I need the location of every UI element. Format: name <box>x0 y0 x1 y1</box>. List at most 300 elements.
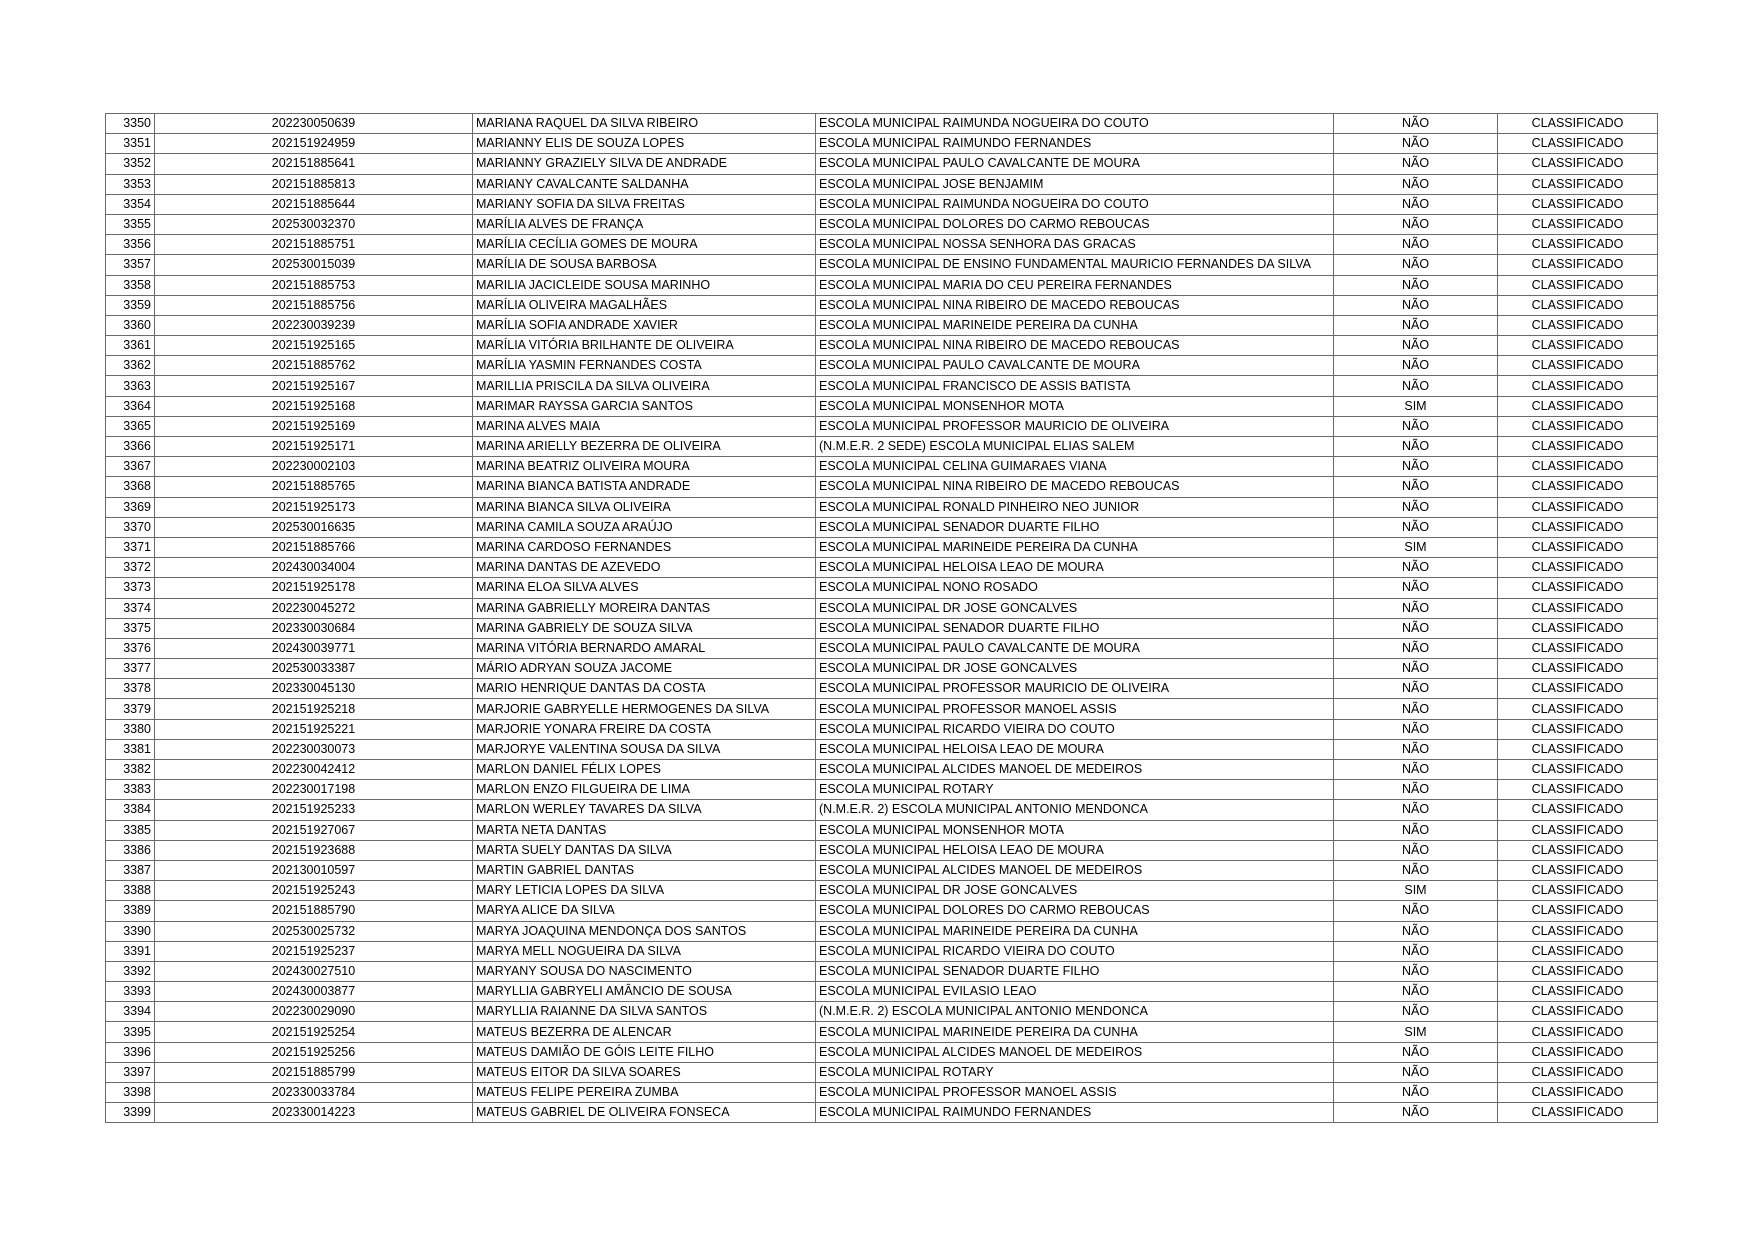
cell-order-number: 3375 <box>106 618 155 638</box>
cell-status: CLASSIFICADO <box>1498 356 1658 376</box>
cell-flag: NÃO <box>1334 982 1498 1002</box>
cell-flag: NÃO <box>1334 1042 1498 1062</box>
cell-student-name: MARILLIA PRISCILA DA SILVA OLIVEIRA <box>473 376 816 396</box>
cell-registration-code: 202151924959 <box>155 134 473 154</box>
cell-registration-code: 202330045130 <box>155 679 473 699</box>
cell-school-name: ESCOLA MUNICIPAL NONO ROSADO <box>816 578 1334 598</box>
cell-student-name: MARINA ARIELLY BEZERRA DE OLIVEIRA <box>473 437 816 457</box>
cell-flag: NÃO <box>1334 457 1498 477</box>
cell-school-name: ESCOLA MUNICIPAL SENADOR DUARTE FILHO <box>816 618 1334 638</box>
table-row <box>106 860 1658 880</box>
cell-status: CLASSIFICADO <box>1498 719 1658 739</box>
cell-registration-code: 202530033387 <box>155 659 473 679</box>
cell-order-number: 3387 <box>106 860 155 880</box>
cell-order-number: 3381 <box>106 739 155 759</box>
cell-status: CLASSIFICADO <box>1498 315 1658 335</box>
cell-school-name: ESCOLA MUNICIPAL RAIMUNDO FERNANDES <box>816 1103 1334 1123</box>
cell-flag: NÃO <box>1334 739 1498 759</box>
cell-student-name: MARYLLIA GABRYELI AMÂNCIO DE SOUSA <box>473 982 816 1002</box>
cell-registration-code: 202151925243 <box>155 881 473 901</box>
table-row <box>106 134 1658 154</box>
cell-student-name: MARINA BIANCA BATISTA ANDRADE <box>473 477 816 497</box>
cell-registration-code: 202151885790 <box>155 901 473 921</box>
cell-flag: NÃO <box>1334 255 1498 275</box>
cell-flag: NÃO <box>1334 497 1498 517</box>
cell-order-number: 3396 <box>106 1042 155 1062</box>
cell-flag: NÃO <box>1334 921 1498 941</box>
cell-status: CLASSIFICADO <box>1498 134 1658 154</box>
cell-student-name: MARIMAR RAYSSA GARCIA SANTOS <box>473 396 816 416</box>
cell-order-number: 3395 <box>106 1022 155 1042</box>
cell-student-name: MARTIN GABRIEL DANTAS <box>473 860 816 880</box>
cell-registration-code: 202151885751 <box>155 235 473 255</box>
table-row <box>106 235 1658 255</box>
table-row <box>106 982 1658 1002</box>
table-row <box>106 760 1658 780</box>
table-row <box>106 114 1658 134</box>
cell-status: CLASSIFICADO <box>1498 537 1658 557</box>
cell-order-number: 3373 <box>106 578 155 598</box>
cell-order-number: 3363 <box>106 376 155 396</box>
table-row <box>106 921 1658 941</box>
table-row <box>106 800 1658 820</box>
cell-status: CLASSIFICADO <box>1498 638 1658 658</box>
cell-school-name: ESCOLA MUNICIPAL ALCIDES MANOEL DE MEDEIROS <box>816 860 1334 880</box>
cell-registration-code: 202530025732 <box>155 921 473 941</box>
cell-status: CLASSIFICADO <box>1498 800 1658 820</box>
cell-registration-code: 202151925173 <box>155 497 473 517</box>
cell-student-name: MATEUS DAMIÃO DE GÓIS LEITE FILHO <box>473 1042 816 1062</box>
cell-order-number: 3390 <box>106 921 155 941</box>
cell-order-number: 3394 <box>106 1002 155 1022</box>
cell-status: CLASSIFICADO <box>1498 517 1658 537</box>
cell-school-name: ESCOLA MUNICIPAL ROTARY <box>816 780 1334 800</box>
table-row <box>106 780 1658 800</box>
cell-status: CLASSIFICADO <box>1498 1103 1658 1123</box>
cell-flag: NÃO <box>1334 336 1498 356</box>
cell-registration-code: 202530016635 <box>155 517 473 537</box>
cell-order-number: 3354 <box>106 194 155 214</box>
cell-student-name: MARYA MELL NOGUEIRA DA SILVA <box>473 941 816 961</box>
cell-school-name: (N.M.E.R. 2 SEDE) ESCOLA MUNICIPAL ELIAS SALEM <box>816 437 1334 457</box>
cell-status: CLASSIFICADO <box>1498 457 1658 477</box>
cell-student-name: MATEUS BEZERRA DE ALENCAR <box>473 1022 816 1042</box>
results-sheet <box>105 113 1657 1123</box>
cell-order-number: 3369 <box>106 497 155 517</box>
table-row <box>106 194 1658 214</box>
cell-student-name: MARINA ALVES MAIA <box>473 416 816 436</box>
cell-flag: NÃO <box>1334 376 1498 396</box>
table-row <box>106 739 1658 759</box>
cell-flag: NÃO <box>1334 820 1498 840</box>
table-row <box>106 679 1658 699</box>
cell-order-number: 3383 <box>106 780 155 800</box>
cell-status: CLASSIFICADO <box>1498 941 1658 961</box>
cell-flag: SIM <box>1334 1022 1498 1042</box>
cell-registration-code: 202530032370 <box>155 214 473 234</box>
cell-status: CLASSIFICADO <box>1498 1083 1658 1103</box>
table-row <box>106 396 1658 416</box>
cell-order-number: 3359 <box>106 295 155 315</box>
table-row <box>106 1042 1658 1062</box>
cell-order-number: 3382 <box>106 760 155 780</box>
cell-school-name: ESCOLA MUNICIPAL SENADOR DUARTE FILHO <box>816 961 1334 981</box>
cell-registration-code: 202151925165 <box>155 336 473 356</box>
table-row <box>106 517 1658 537</box>
cell-school-name: ESCOLA MUNICIPAL RAIMUNDA NOGUEIRA DO COUTO <box>816 194 1334 214</box>
cell-registration-code: 202151885765 <box>155 477 473 497</box>
table-row <box>106 376 1658 396</box>
cell-school-name: ESCOLA MUNICIPAL NINA RIBEIRO DE MACEDO REBOUCAS <box>816 336 1334 356</box>
cell-student-name: MARINA GABRIELLY MOREIRA DANTAS <box>473 598 816 618</box>
cell-order-number: 3355 <box>106 214 155 234</box>
cell-order-number: 3367 <box>106 457 155 477</box>
cell-status: CLASSIFICADO <box>1498 275 1658 295</box>
cell-flag: NÃO <box>1334 1103 1498 1123</box>
table-row <box>106 416 1658 436</box>
cell-flag: NÃO <box>1334 840 1498 860</box>
cell-flag: NÃO <box>1334 214 1498 234</box>
table-row <box>106 1103 1658 1123</box>
cell-flag: NÃO <box>1334 659 1498 679</box>
cell-order-number: 3388 <box>106 881 155 901</box>
cell-school-name: ESCOLA MUNICIPAL JOSE BENJAMIM <box>816 174 1334 194</box>
cell-flag: NÃO <box>1334 134 1498 154</box>
cell-order-number: 3393 <box>106 982 155 1002</box>
cell-registration-code: 202230017198 <box>155 780 473 800</box>
cell-registration-code: 202230030073 <box>155 739 473 759</box>
cell-school-name: ESCOLA MUNICIPAL PAULO CAVALCANTE DE MOURA <box>816 154 1334 174</box>
cell-order-number: 3391 <box>106 941 155 961</box>
cell-flag: NÃO <box>1334 174 1498 194</box>
cell-student-name: MARJORYE VALENTINA SOUSA DA SILVA <box>473 739 816 759</box>
cell-registration-code: 202151885762 <box>155 356 473 376</box>
table-row <box>106 537 1658 557</box>
cell-flag: NÃO <box>1334 941 1498 961</box>
cell-registration-code: 202151925167 <box>155 376 473 396</box>
table-row <box>106 1022 1658 1042</box>
table-row <box>106 558 1658 578</box>
table-row <box>106 578 1658 598</box>
cell-order-number: 3371 <box>106 537 155 557</box>
cell-school-name: ESCOLA MUNICIPAL DR JOSE GONCALVES <box>816 659 1334 679</box>
cell-school-name: ESCOLA MUNICIPAL MONSENHOR MOTA <box>816 820 1334 840</box>
cell-student-name: MARJORIE GABRYELLE HERMOGENES DA SILVA <box>473 699 816 719</box>
table-row <box>106 659 1658 679</box>
cell-student-name: MATEUS EITOR DA SILVA SOARES <box>473 1062 816 1082</box>
cell-flag: NÃO <box>1334 618 1498 638</box>
cell-school-name: ESCOLA MUNICIPAL ALCIDES MANOEL DE MEDEIROS <box>816 760 1334 780</box>
cell-registration-code: 202130010597 <box>155 860 473 880</box>
cell-student-name: MARLON ENZO FILGUEIRA DE LIMA <box>473 780 816 800</box>
cell-status: CLASSIFICADO <box>1498 739 1658 759</box>
cell-school-name: ESCOLA MUNICIPAL PROFESSOR MANOEL ASSIS <box>816 1083 1334 1103</box>
cell-school-name: ESCOLA MUNICIPAL NOSSA SENHORA DAS GRACAS <box>816 235 1334 255</box>
cell-student-name: MARIANNY GRAZIELY SILVA DE ANDRADE <box>473 154 816 174</box>
table-row <box>106 457 1658 477</box>
cell-student-name: MARYA ALICE DA SILVA <box>473 901 816 921</box>
cell-registration-code: 202230039239 <box>155 315 473 335</box>
table-row <box>106 699 1658 719</box>
cell-student-name: MARTA SUELY DANTAS DA SILVA <box>473 840 816 860</box>
cell-status: CLASSIFICADO <box>1498 860 1658 880</box>
table-row <box>106 881 1658 901</box>
cell-registration-code: 202151885641 <box>155 154 473 174</box>
cell-status: CLASSIFICADO <box>1498 295 1658 315</box>
cell-flag: NÃO <box>1334 719 1498 739</box>
cell-flag: NÃO <box>1334 699 1498 719</box>
cell-school-name: ESCOLA MUNICIPAL RONALD PINHEIRO NEO JUNIOR <box>816 497 1334 517</box>
cell-order-number: 3365 <box>106 416 155 436</box>
cell-school-name: ESCOLA MUNICIPAL MARINEIDE PEREIRA DA CUNHA <box>816 315 1334 335</box>
cell-status: CLASSIFICADO <box>1498 214 1658 234</box>
cell-registration-code: 202151925178 <box>155 578 473 598</box>
cell-status: CLASSIFICADO <box>1498 1062 1658 1082</box>
table-row <box>106 820 1658 840</box>
cell-school-name: ESCOLA MUNICIPAL ALCIDES MANOEL DE MEDEIROS <box>816 1042 1334 1062</box>
cell-student-name: MARÍLIA OLIVEIRA MAGALHÃES <box>473 295 816 315</box>
cell-school-name: ESCOLA MUNICIPAL HELOISA LEAO DE MOURA <box>816 840 1334 860</box>
cell-status: CLASSIFICADO <box>1498 114 1658 134</box>
cell-flag: NÃO <box>1334 860 1498 880</box>
cell-school-name: ESCOLA MUNICIPAL DR JOSE GONCALVES <box>816 598 1334 618</box>
cell-registration-code: 202151925171 <box>155 437 473 457</box>
cell-order-number: 3356 <box>106 235 155 255</box>
cell-order-number: 3364 <box>106 396 155 416</box>
cell-order-number: 3360 <box>106 315 155 335</box>
cell-status: CLASSIFICADO <box>1498 921 1658 941</box>
cell-status: CLASSIFICADO <box>1498 154 1658 174</box>
cell-flag: SIM <box>1334 396 1498 416</box>
cell-school-name: ESCOLA MUNICIPAL MARINEIDE PEREIRA DA CUNHA <box>816 1022 1334 1042</box>
cell-registration-code: 202230045272 <box>155 598 473 618</box>
cell-status: CLASSIFICADO <box>1498 679 1658 699</box>
cell-flag: NÃO <box>1334 114 1498 134</box>
cell-school-name: (N.M.E.R. 2) ESCOLA MUNICIPAL ANTONIO MENDONCA <box>816 800 1334 820</box>
cell-order-number: 3357 <box>106 255 155 275</box>
cell-status: CLASSIFICADO <box>1498 881 1658 901</box>
cell-flag: NÃO <box>1334 901 1498 921</box>
cell-flag: NÃO <box>1334 437 1498 457</box>
cell-order-number: 3358 <box>106 275 155 295</box>
cell-flag: NÃO <box>1334 638 1498 658</box>
cell-status: CLASSIFICADO <box>1498 578 1658 598</box>
cell-registration-code: 202151925168 <box>155 396 473 416</box>
cell-status: CLASSIFICADO <box>1498 376 1658 396</box>
cell-student-name: MARÍLIA YASMIN FERNANDES COSTA <box>473 356 816 376</box>
cell-registration-code: 202330033784 <box>155 1083 473 1103</box>
table-row <box>106 437 1658 457</box>
cell-flag: NÃO <box>1334 315 1498 335</box>
cell-registration-code: 202151885766 <box>155 537 473 557</box>
cell-school-name: ESCOLA MUNICIPAL NINA RIBEIRO DE MACEDO REBOUCAS <box>816 477 1334 497</box>
cell-order-number: 3351 <box>106 134 155 154</box>
cell-student-name: MARINA BIANCA SILVA OLIVEIRA <box>473 497 816 517</box>
cell-school-name: ESCOLA MUNICIPAL DR JOSE GONCALVES <box>816 881 1334 901</box>
cell-flag: NÃO <box>1334 780 1498 800</box>
table-row <box>106 477 1658 497</box>
cell-school-name: ESCOLA MUNICIPAL PROFESSOR MAURICIO DE OLIVEIRA <box>816 416 1334 436</box>
cell-status: CLASSIFICADO <box>1498 901 1658 921</box>
cell-flag: NÃO <box>1334 154 1498 174</box>
cell-school-name: ESCOLA MUNICIPAL PAULO CAVALCANTE DE MOURA <box>816 356 1334 376</box>
cell-school-name: ESCOLA MUNICIPAL PAULO CAVALCANTE DE MOURA <box>816 638 1334 658</box>
cell-student-name: MARIO HENRIQUE DANTAS DA COSTA <box>473 679 816 699</box>
cell-school-name: ESCOLA MUNICIPAL ROTARY <box>816 1062 1334 1082</box>
cell-school-name: ESCOLA MUNICIPAL MARINEIDE PEREIRA DA CUNHA <box>816 537 1334 557</box>
cell-flag: NÃO <box>1334 961 1498 981</box>
table-row <box>106 336 1658 356</box>
cell-student-name: MATEUS GABRIEL DE OLIVEIRA FONSECA <box>473 1103 816 1123</box>
cell-school-name: ESCOLA MUNICIPAL HELOISA LEAO DE MOURA <box>816 558 1334 578</box>
cell-school-name: ESCOLA MUNICIPAL CELINA GUIMARAES VIANA <box>816 457 1334 477</box>
cell-student-name: MARÍLIA SOFIA ANDRADE XAVIER <box>473 315 816 335</box>
cell-student-name: MARYANY SOUSA DO NASCIMENTO <box>473 961 816 981</box>
cell-status: CLASSIFICADO <box>1498 174 1658 194</box>
cell-status: CLASSIFICADO <box>1498 255 1658 275</box>
table-row <box>106 214 1658 234</box>
cell-flag: NÃO <box>1334 194 1498 214</box>
table-row <box>106 1062 1658 1082</box>
cell-status: CLASSIFICADO <box>1498 840 1658 860</box>
cell-order-number: 3368 <box>106 477 155 497</box>
cell-student-name: MARY LETICIA LOPES DA SILVA <box>473 881 816 901</box>
cell-order-number: 3398 <box>106 1083 155 1103</box>
cell-status: CLASSIFICADO <box>1498 699 1658 719</box>
cell-order-number: 3380 <box>106 719 155 739</box>
cell-flag: NÃO <box>1334 235 1498 255</box>
cell-order-number: 3376 <box>106 638 155 658</box>
cell-student-name: MARINA CAMILA SOUZA ARAÚJO <box>473 517 816 537</box>
table-row <box>106 598 1658 618</box>
cell-status: CLASSIFICADO <box>1498 1002 1658 1022</box>
cell-student-name: MARÍLIA VITÓRIA BRILHANTE DE OLIVEIRA <box>473 336 816 356</box>
cell-student-name: MARIANNY ELIS DE SOUZA LOPES <box>473 134 816 154</box>
cell-registration-code: 202330014223 <box>155 1103 473 1123</box>
cell-registration-code: 202151925237 <box>155 941 473 961</box>
cell-status: CLASSIFICADO <box>1498 659 1658 679</box>
cell-status: CLASSIFICADO <box>1498 961 1658 981</box>
cell-flag: NÃO <box>1334 598 1498 618</box>
cell-student-name: MARIANY SOFIA DA SILVA FREITAS <box>473 194 816 214</box>
cell-school-name: ESCOLA MUNICIPAL HELOISA LEAO DE MOURA <box>816 739 1334 759</box>
cell-registration-code: 202151885813 <box>155 174 473 194</box>
cell-status: CLASSIFICADO <box>1498 982 1658 1002</box>
cell-flag: NÃO <box>1334 416 1498 436</box>
cell-registration-code: 202151923688 <box>155 840 473 860</box>
table-row <box>106 901 1658 921</box>
table-row <box>106 961 1658 981</box>
cell-school-name: ESCOLA MUNICIPAL RICARDO VIEIRA DO COUTO <box>816 941 1334 961</box>
cell-flag: NÃO <box>1334 558 1498 578</box>
cell-order-number: 3379 <box>106 699 155 719</box>
cell-student-name: MARYLLIA RAIANNE DA SILVA SANTOS <box>473 1002 816 1022</box>
table-row <box>106 1083 1658 1103</box>
cell-registration-code: 202151925218 <box>155 699 473 719</box>
cell-order-number: 3397 <box>106 1062 155 1082</box>
cell-registration-code: 202151885799 <box>155 1062 473 1082</box>
cell-flag: NÃO <box>1334 295 1498 315</box>
cell-student-name: MARJORIE YONARA FREIRE DA COSTA <box>473 719 816 739</box>
cell-student-name: MARIANA RAQUEL DA SILVA RIBEIRO <box>473 114 816 134</box>
cell-order-number: 3377 <box>106 659 155 679</box>
cell-school-name: (N.M.E.R. 2) ESCOLA MUNICIPAL ANTONIO MENDONCA <box>816 1002 1334 1022</box>
cell-student-name: MARINA DANTAS DE AZEVEDO <box>473 558 816 578</box>
cell-status: CLASSIFICADO <box>1498 820 1658 840</box>
cell-school-name: ESCOLA MUNICIPAL DE ENSINO FUNDAMENTAL MAURICIO FERNANDES DA SILVA <box>816 255 1334 275</box>
cell-school-name: ESCOLA MUNICIPAL MARINEIDE PEREIRA DA CUNHA <box>816 921 1334 941</box>
cell-status: CLASSIFICADO <box>1498 336 1658 356</box>
table-row <box>106 295 1658 315</box>
table-row <box>106 719 1658 739</box>
cell-order-number: 3374 <box>106 598 155 618</box>
cell-registration-code: 202230042412 <box>155 760 473 780</box>
cell-status: CLASSIFICADO <box>1498 477 1658 497</box>
cell-order-number: 3370 <box>106 517 155 537</box>
cell-registration-code: 202151885756 <box>155 295 473 315</box>
cell-status: CLASSIFICADO <box>1498 558 1658 578</box>
cell-registration-code: 202151885644 <box>155 194 473 214</box>
cell-student-name: MARYA JOAQUINA MENDONÇA DOS SANTOS <box>473 921 816 941</box>
cell-order-number: 3386 <box>106 840 155 860</box>
cell-flag: NÃO <box>1334 679 1498 699</box>
cell-registration-code: 202230029090 <box>155 1002 473 1022</box>
table-row <box>106 356 1658 376</box>
cell-registration-code: 202330030684 <box>155 618 473 638</box>
cell-flag: NÃO <box>1334 800 1498 820</box>
cell-registration-code: 202430034004 <box>155 558 473 578</box>
cell-student-name: MARÍLIA ALVES DE FRANÇA <box>473 214 816 234</box>
cell-registration-code: 202151925233 <box>155 800 473 820</box>
cell-flag: SIM <box>1334 881 1498 901</box>
cell-order-number: 3362 <box>106 356 155 376</box>
cell-school-name: ESCOLA MUNICIPAL PROFESSOR MAURICIO DE OLIVEIRA <box>816 679 1334 699</box>
cell-order-number: 3366 <box>106 437 155 457</box>
cell-order-number: 3353 <box>106 174 155 194</box>
table-row <box>106 255 1658 275</box>
table-row <box>106 1002 1658 1022</box>
cell-order-number: 3385 <box>106 820 155 840</box>
cell-student-name: MARINA CARDOSO FERNANDES <box>473 537 816 557</box>
cell-school-name: ESCOLA MUNICIPAL EVILASIO LEAO <box>816 982 1334 1002</box>
table-body <box>106 114 1658 1123</box>
table-row <box>106 638 1658 658</box>
cell-status: CLASSIFICADO <box>1498 437 1658 457</box>
cell-status: CLASSIFICADO <box>1498 235 1658 255</box>
cell-student-name: MÁRIO ADRYAN SOUZA JACOME <box>473 659 816 679</box>
cell-flag: NÃO <box>1334 578 1498 598</box>
cell-order-number: 3350 <box>106 114 155 134</box>
cell-flag: NÃO <box>1334 1002 1498 1022</box>
cell-student-name: MARLON WERLEY TAVARES DA SILVA <box>473 800 816 820</box>
cell-status: CLASSIFICADO <box>1498 194 1658 214</box>
cell-registration-code: 202230002103 <box>155 457 473 477</box>
cell-school-name: ESCOLA MUNICIPAL RAIMUNDA NOGUEIRA DO COUTO <box>816 114 1334 134</box>
cell-order-number: 3361 <box>106 336 155 356</box>
cell-registration-code: 202151925169 <box>155 416 473 436</box>
cell-registration-code: 202430027510 <box>155 961 473 981</box>
cell-flag: NÃO <box>1334 517 1498 537</box>
cell-student-name: MARINA ELOA SILVA ALVES <box>473 578 816 598</box>
cell-status: CLASSIFICADO <box>1498 1022 1658 1042</box>
cell-registration-code: 202430003877 <box>155 982 473 1002</box>
cell-status: CLASSIFICADO <box>1498 598 1658 618</box>
cell-order-number: 3378 <box>106 679 155 699</box>
cell-student-name: MARÍLIA DE SOUSA BARBOSA <box>473 255 816 275</box>
cell-school-name: ESCOLA MUNICIPAL RAIMUNDO FERNANDES <box>816 134 1334 154</box>
cell-school-name: ESCOLA MUNICIPAL MONSENHOR MOTA <box>816 396 1334 416</box>
cell-registration-code: 202151925254 <box>155 1022 473 1042</box>
